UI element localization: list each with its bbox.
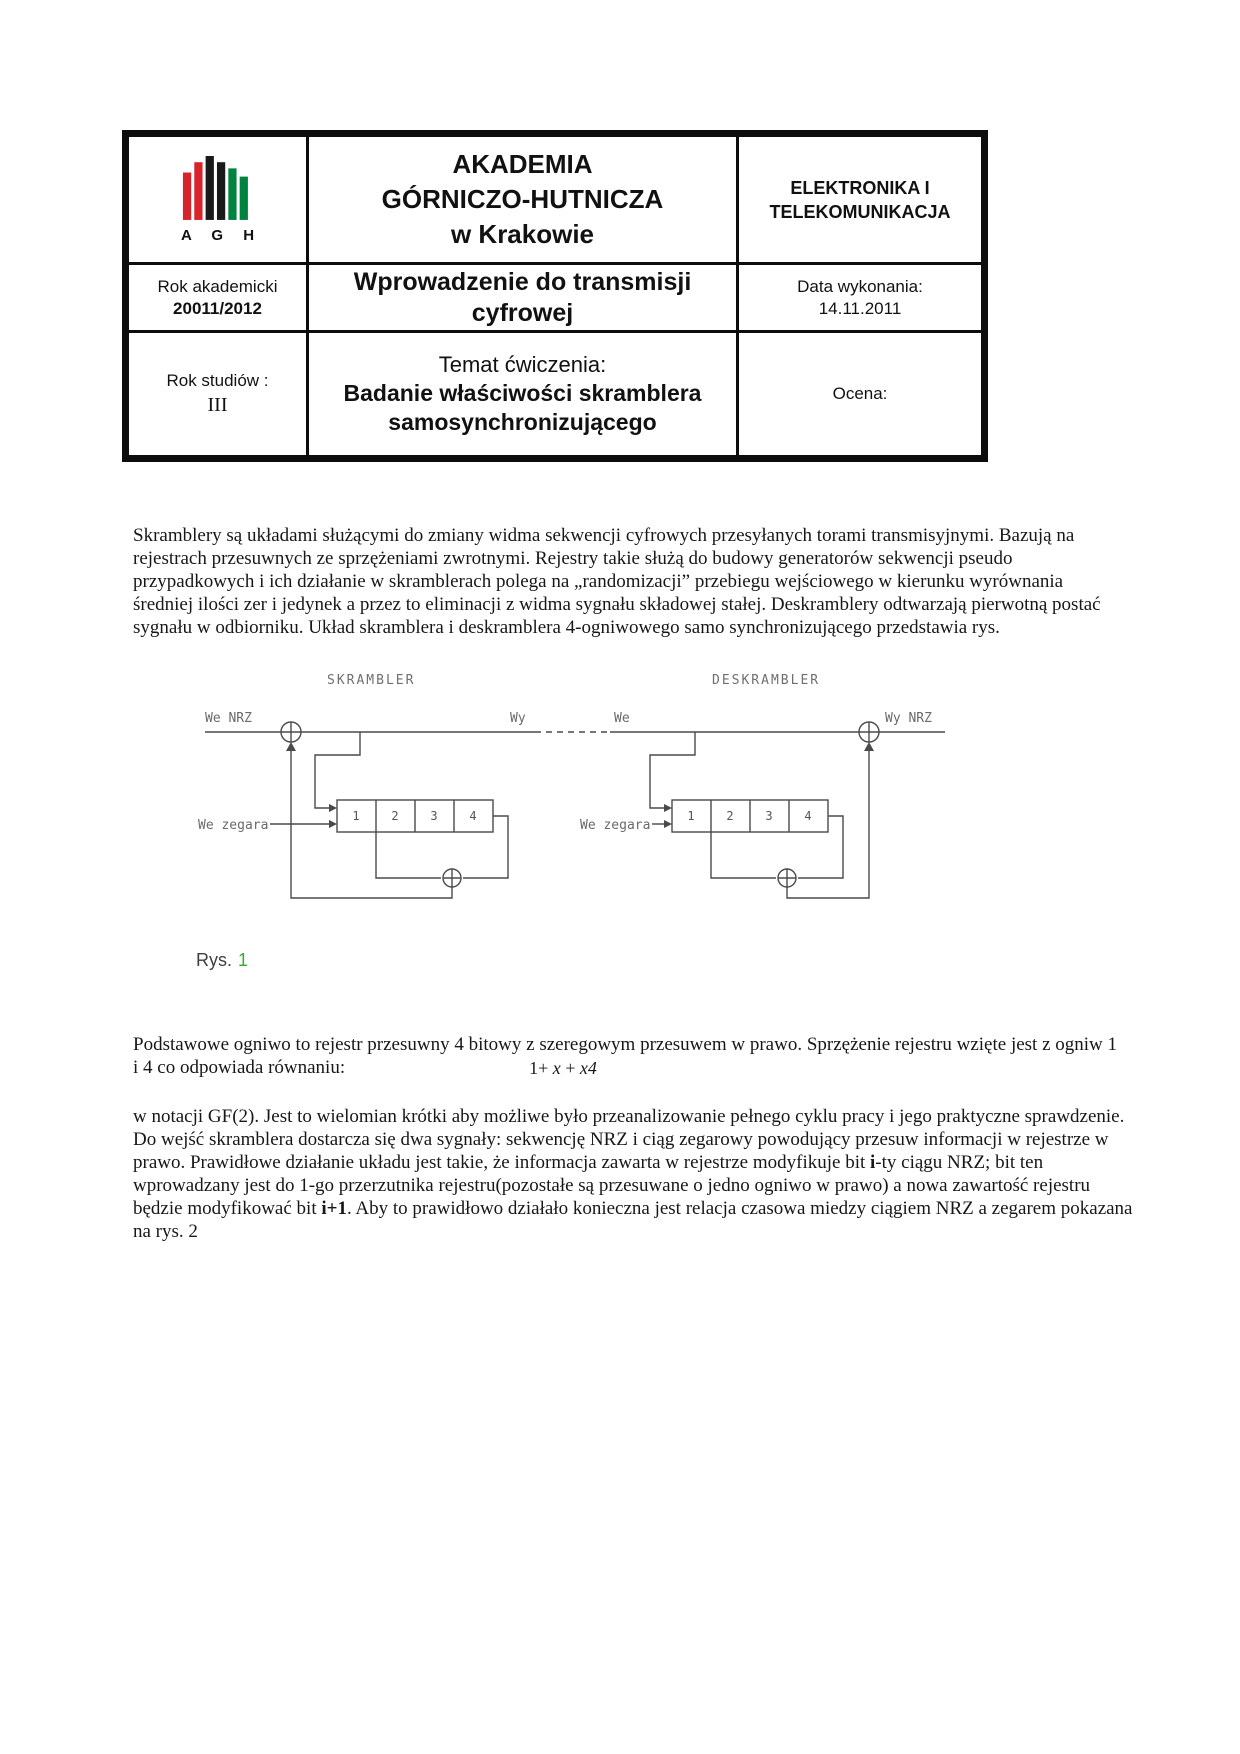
academy-line-3: w Krakowie <box>450 219 595 249</box>
academic-year-value: 20011/2012 <box>173 298 262 318</box>
register-cell-1: 1 <box>352 809 360 823</box>
register-cell-4: 4 <box>804 809 812 823</box>
descrambler-shift-register <box>672 800 828 832</box>
intro-paragraph: Skramblery są układami służącymi do zmiany widma sekwencji cyfrowych przesyłanych torami transmisyjnymi. Bazują na rejestrach przesuwnych ze sprzężeniami zwrotnymi. Rejestry takie służą do budowy generatorów sekwencji pseudo przypadkowych i ich działanie w skramblerach polega na „randomizacji” przebiegu wejściowego w kierunku wyrównania średniej ilości zer i jedynek a przez to eliminacji z widma sygnału składowej stałej. Deskramblery odtwarzają pierwotną postać sygnału w odbiorniku. Układ skramblera i deskramblera 4-ogniwowego samo synchronizującego przedstawia rys. <box>133 525 1101 638</box>
study-year-value: III <box>207 394 228 416</box>
register-cell-2: 2 <box>391 809 399 823</box>
wy-label: Wy <box>510 711 526 726</box>
arrowhead <box>286 742 296 751</box>
topic-value: Badanie właściwości skramblera samosynchronizującego <box>343 380 702 435</box>
grade-label: Ocena: <box>832 384 888 403</box>
arrowhead <box>664 804 672 812</box>
academy-line-2: GÓRNICZO-HUTNICZA <box>381 184 664 214</box>
paragraph-segment-bold: i <box>870 1152 876 1173</box>
agh-logo-caption: A G H <box>180 226 263 244</box>
xor-adder-icon <box>281 722 301 742</box>
department-cell <box>739 137 981 265</box>
academic-year-cell <box>129 265 309 333</box>
xor-adder-icon <box>859 722 879 742</box>
arrowhead <box>864 742 874 751</box>
study-year-cell <box>129 333 309 455</box>
register-cell-2: 2 <box>726 809 734 823</box>
scrambler-shift-register <box>337 800 493 832</box>
xor-adder-icon <box>443 869 461 887</box>
date-label: Data wykonania: <box>797 276 923 296</box>
agh-logo <box>178 156 258 222</box>
descrambler-circuit <box>580 722 879 898</box>
scrambler-title: SKRAMBLER <box>327 673 416 688</box>
topic-label: Temat ćwiczenia: <box>438 352 607 377</box>
topic-cell <box>309 333 739 455</box>
logo-cell <box>129 137 309 265</box>
paragraph-segment-bold: i+1 <box>321 1198 347 1219</box>
register-cell-3: 3 <box>430 809 438 823</box>
arrowhead <box>329 804 337 812</box>
equation-term: 4 <box>587 1058 597 1078</box>
equation-term: 1+ <box>529 1058 553 1078</box>
wy-nrz-label: Wy NRZ <box>885 711 932 726</box>
equation-term: x <box>579 1058 588 1078</box>
paragraph-segment: w notacji GF(2). Jest to wielomian krótki aby możliwe było przeanalizowanie pełnego cyklu pracy i jego praktyczne sprawdzenie. Do wejść skramblera dostarcza się dwa sygnały: sekwencję NRZ i ciąg zegarowy powodujący przesuw informacji w rejestrze w prawo. Prawidłowe działanie układu jest takie, że informacja zawarta w rejestrze modyfikuje bit <box>133 1106 1125 1173</box>
we-zegara-left-label: We zegara <box>198 818 269 833</box>
arrowhead <box>329 820 337 828</box>
report-header-table <box>122 130 988 462</box>
xor-adder-icon <box>778 869 796 887</box>
academy-title-cell <box>309 137 739 265</box>
equation-term: x <box>552 1058 561 1078</box>
register-cell-3: 3 <box>765 809 773 823</box>
register-description-paragraph: Podstawowe ogniwo to rejestr przesuwny 4 bitowy z szeregowym przesuwem w prawo. Sprzężenie rejestru wzięte jest z ogniw 1 i 4 co odpowiada równaniu: <box>133 1034 1118 1078</box>
scrambler-descrambler-diagram <box>190 660 960 910</box>
department-name: ELEKTRONIKA I TELEKOMUNIKACJA <box>769 177 951 222</box>
academic-year-label: Rok akademicki <box>157 276 278 296</box>
grade-cell <box>739 333 981 455</box>
operation-description-paragraph <box>133 1105 1138 1243</box>
we-label: We <box>614 711 630 726</box>
academy-line-1: AKADEMIA <box>452 149 593 179</box>
register-cell-1: 1 <box>687 809 695 823</box>
paragraph-segment: . Aby to prawidłowo działało konieczna jest relacja czasowa miedzy ciągiem NRZ a zegarem pokazana na rys. 2 <box>133 1198 1133 1242</box>
register-cell-4: 4 <box>469 809 477 823</box>
figure-caption <box>196 950 248 971</box>
course-title-cell <box>309 265 739 333</box>
figure-caption-label: Rys. <box>196 950 232 970</box>
scrambler-circuit <box>198 722 508 898</box>
arrowhead <box>664 820 672 828</box>
figure-number: 1 <box>238 950 249 970</box>
polynomial-equation <box>133 1058 993 1079</box>
we-zegara-right-label: We zegara <box>580 818 651 833</box>
date-cell <box>739 265 981 333</box>
course-title: Wprowadzenie do transmisji cyfrowej <box>353 267 692 327</box>
date-value: 14.11.2011 <box>818 298 902 318</box>
study-year-label: Rok studiów : <box>166 371 269 390</box>
we-nrz-label: We NRZ <box>205 711 252 726</box>
descrambler-title: DESKRAMBLER <box>712 673 821 688</box>
paragraph-segment: -ty ciągu NRZ; bit ten wprowadzany jest do 1-go przerzutnika rejestru(pozostałe są przesuwane o jedno ogniwo w prawo) a nowa zawartość rejestru będzie modyfikować bit <box>133 1152 1091 1219</box>
equation-term: + <box>560 1058 580 1078</box>
